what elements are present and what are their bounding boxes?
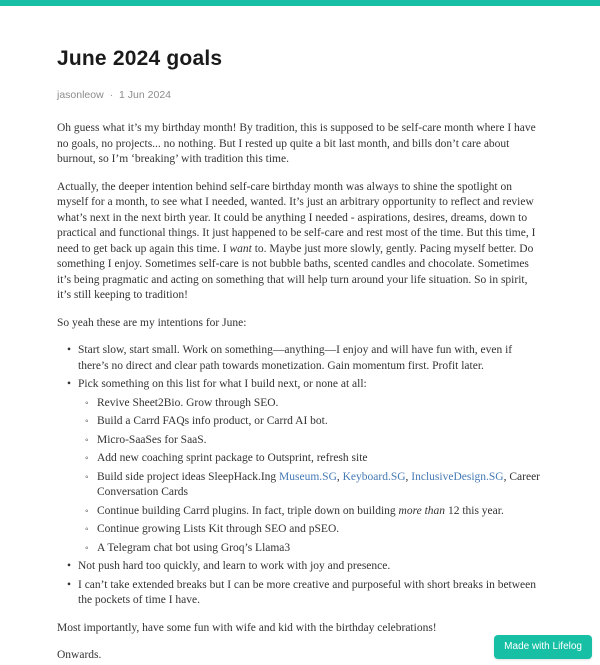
post-body bbox=[57, 121, 543, 664]
text-run: , bbox=[405, 470, 412, 483]
paragraph bbox=[57, 316, 543, 332]
sublist-item bbox=[97, 522, 543, 538]
text-run: Start slow, start small. Work on something—anything—I enjoy and will have fun with, even if there’s no direct and clear path towards monetization. Gain momentum first. Profit later. bbox=[78, 344, 513, 372]
build-ideas-sublist bbox=[78, 396, 543, 557]
text-run: Pick something on this list for what I build next, or none at all: bbox=[78, 378, 367, 390]
text-run: A Telegram chat bot using Groq’s Llama3 bbox=[97, 541, 291, 554]
text-run: Not push hard too quickly, and learn to work with joy and presence. bbox=[78, 560, 391, 572]
list-item bbox=[78, 578, 543, 609]
list-item bbox=[78, 559, 543, 575]
text-run: Onwards. bbox=[57, 649, 102, 661]
intentions-list bbox=[57, 343, 543, 609]
text-run: I can’t take extended breaks but I can be more creative and purposeful with short breaks in between the pockets of time I have. bbox=[78, 578, 537, 606]
post-date: 1 Jun 2024 bbox=[119, 89, 172, 101]
text-run: , bbox=[336, 470, 343, 483]
made-with-lifelog-badge[interactable]: Made with Lifelog bbox=[494, 635, 592, 659]
sublist-item bbox=[97, 504, 543, 520]
text-run: Continue building Carrd plugins. In fact, triple down on building bbox=[97, 504, 399, 517]
text-run: Build side project ideas SleepHack.Ing bbox=[97, 470, 280, 483]
sublist-item bbox=[97, 414, 543, 430]
author-link[interactable]: jasonleow bbox=[57, 89, 104, 101]
inline-link[interactable]: InclusiveDesign.SG bbox=[411, 470, 504, 483]
sublist-item bbox=[97, 433, 543, 449]
text-run: Actually, the deeper intention behind self-care birthday month was always to shine the spotlight on myself for a month, to see what I needed, wanted. It’s just an arbitrary opportunity to reflect and review what’s next in the next birth year. It could be anything I needed - aspirations, desires, dreams, down to practical and functional things. It just happened to be self-care and rest most of the time. But this time, I need to get back up again this time. I bbox=[57, 180, 536, 255]
post-title: June 2024 goals bbox=[57, 47, 223, 70]
text-run: Build a Carrd FAQs info product, or Carrd AI bot. bbox=[97, 415, 328, 427]
sublist-item bbox=[97, 470, 543, 501]
byline bbox=[57, 89, 543, 101]
byline-separator: · bbox=[109, 89, 114, 101]
post-page bbox=[0, 6, 600, 664]
text-run: Revive Sheet2Bio. Grow through SEO. bbox=[97, 396, 279, 409]
sublist-item bbox=[97, 396, 543, 412]
paragraph bbox=[57, 621, 543, 637]
text-run: Add new coaching sprint package to Outsprint, refresh site bbox=[97, 452, 368, 464]
text-run: So yeah these are my intentions for June: bbox=[57, 316, 247, 329]
text-run: want bbox=[229, 242, 252, 255]
inline-link[interactable]: Museum.SG bbox=[279, 470, 337, 483]
text-run: Continue growing Lists Kit through SEO and pSEO. bbox=[97, 523, 340, 535]
sublist-item bbox=[97, 541, 543, 557]
text-run: 12 this year. bbox=[445, 504, 504, 517]
text-run: Most importantly, have some fun with wife and kid with the birthday celebrations! bbox=[57, 621, 437, 634]
text-run: Oh guess what it’s my birthday month! By tradition, this is supposed to be self-care month where I have no goals, no projects... no nothing. But I rested up quite a bit last month, and bills don’t care about burnout, so I’m ‘breaking’ with tradition this time. bbox=[57, 122, 536, 165]
paragraph bbox=[57, 648, 543, 664]
text-run: more than bbox=[398, 504, 446, 517]
list-item bbox=[78, 343, 543, 374]
paragraph bbox=[57, 180, 543, 304]
text-run: , Career Conversation Cards bbox=[97, 470, 541, 498]
text-run: Micro-SaaSes for SaaS. bbox=[97, 433, 207, 446]
text-run: to. Maybe just more slowly, gently. Pacing myself better. Do something I enjoy. Sometimes self-care is not bubble baths, scented candles and chocolate. Sometimes it’s being pragmatic and acting on something that will help turn around your life situation. So in spirit, it’s still keeping to tradition! bbox=[57, 242, 534, 301]
sublist-item bbox=[97, 451, 543, 467]
inline-link[interactable]: Keyboard.SG bbox=[342, 470, 406, 483]
paragraph bbox=[57, 121, 543, 168]
list-item bbox=[78, 377, 543, 556]
